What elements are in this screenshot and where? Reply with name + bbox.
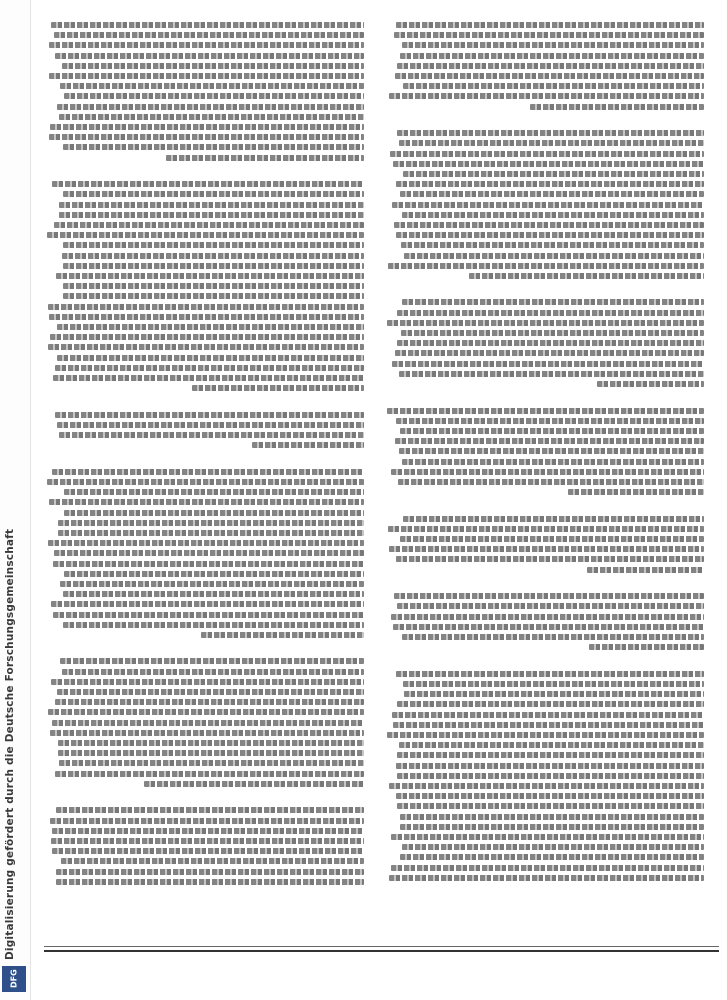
text-line (57, 324, 364, 330)
text-line (391, 614, 704, 620)
text-line (51, 601, 364, 607)
text-line (63, 622, 364, 628)
text-line (397, 130, 704, 136)
text-line (397, 63, 704, 69)
text-line (63, 591, 364, 597)
header-rule-thick (44, 950, 719, 952)
text-line (60, 658, 364, 664)
text-line (58, 530, 364, 536)
text-line (63, 263, 364, 269)
text-line (397, 310, 704, 316)
text-line (387, 408, 704, 414)
text-line (63, 191, 364, 197)
text-line (60, 581, 364, 587)
text-line (391, 469, 704, 475)
text-line (58, 520, 364, 526)
text-line (397, 701, 704, 707)
text-line (49, 73, 364, 79)
text-line (395, 350, 704, 356)
text-line (55, 771, 364, 777)
text-line (403, 171, 704, 177)
text-line (64, 93, 364, 99)
text-line (49, 314, 364, 320)
text-line (50, 730, 364, 736)
text-line (401, 242, 704, 248)
text-line (395, 73, 704, 79)
text-line (390, 151, 704, 157)
text-line (60, 83, 364, 89)
dfg-logo: DFG (2, 966, 26, 992)
text-line (469, 273, 704, 279)
text-line (400, 536, 704, 542)
text-line (59, 212, 364, 218)
text-line (397, 752, 704, 758)
text-line (389, 875, 704, 881)
text-line (53, 612, 364, 618)
text-line (397, 603, 704, 609)
text-line (393, 161, 704, 167)
text-line (391, 865, 704, 871)
text-line (402, 212, 704, 218)
text-line (52, 828, 364, 834)
text-line (53, 375, 364, 381)
text-line (59, 432, 364, 438)
text-line (400, 824, 704, 830)
text-line (403, 516, 704, 522)
text-line (63, 283, 364, 289)
text-line (166, 155, 364, 161)
text-line (396, 763, 704, 769)
text-line (387, 732, 704, 738)
text-line (393, 722, 704, 728)
digitization-margin (0, 0, 31, 1000)
text-line (55, 699, 364, 705)
text-line (51, 22, 364, 28)
text-line (64, 510, 364, 516)
text-line (49, 499, 364, 505)
text-line (64, 571, 364, 577)
text-line (400, 191, 704, 197)
text-line (530, 104, 704, 110)
text-line (391, 834, 704, 840)
text-line (56, 807, 364, 813)
text-line (57, 355, 364, 361)
text-line (48, 344, 364, 350)
text-line (49, 42, 364, 48)
text-line (51, 838, 364, 844)
text-line (57, 104, 364, 110)
text-line (399, 140, 704, 146)
text-line (59, 114, 364, 120)
text-line (402, 634, 704, 640)
text-line (192, 385, 364, 391)
text-line (387, 320, 704, 326)
text-line (400, 428, 704, 434)
text-line (54, 550, 364, 556)
scanned-page (44, 0, 719, 1000)
text-line (52, 181, 364, 187)
text-line (394, 222, 704, 228)
text-line (62, 63, 364, 69)
text-line (49, 134, 364, 140)
text-line (52, 848, 364, 854)
text-line (54, 32, 364, 38)
text-line (50, 818, 364, 824)
text-line (50, 124, 364, 130)
text-line (56, 879, 364, 885)
text-line (402, 299, 704, 305)
text-line (252, 442, 364, 448)
text-line (52, 720, 364, 726)
text-line (56, 869, 364, 875)
text-line (54, 222, 364, 228)
text-line (396, 232, 704, 238)
text-line (388, 263, 704, 269)
text-line (392, 202, 704, 208)
text-line (144, 781, 364, 787)
text-line (396, 418, 704, 424)
text-line (61, 858, 364, 864)
text-line (400, 854, 704, 860)
text-line (397, 773, 704, 779)
text-line (48, 709, 364, 715)
text-line (587, 567, 704, 573)
text-line (597, 381, 704, 387)
text-line (399, 371, 704, 377)
text-line (57, 689, 364, 695)
text-line (396, 556, 704, 562)
text-line (403, 681, 704, 687)
text-line (63, 144, 364, 150)
text-line (55, 53, 364, 59)
text-line (397, 803, 704, 809)
text-line (53, 561, 364, 567)
text-line (63, 242, 364, 248)
text-line (401, 330, 704, 336)
text-line (389, 93, 704, 99)
text-line (388, 526, 704, 532)
text-line (403, 83, 704, 89)
text-line (392, 712, 704, 718)
text-line (396, 793, 704, 799)
text-line (399, 742, 704, 748)
text-line (57, 422, 364, 428)
text-line (396, 22, 704, 28)
text-line (396, 671, 704, 677)
text-line (48, 304, 364, 310)
text-line (389, 783, 704, 789)
text-line (404, 691, 704, 697)
text-line (392, 361, 704, 367)
text-line (394, 593, 704, 599)
text-line (393, 624, 704, 630)
running-head (44, 958, 719, 988)
text-line (55, 365, 364, 371)
text-line (402, 42, 704, 48)
text-line (56, 273, 364, 279)
text-column-left (44, 18, 364, 890)
text-line (396, 181, 704, 187)
text-line (399, 448, 704, 454)
text-column-right (384, 18, 704, 890)
text-line (400, 53, 704, 59)
text-line (63, 293, 364, 299)
text-line (59, 202, 364, 208)
text-line (397, 340, 704, 346)
text-line (568, 489, 704, 495)
text-line (402, 844, 704, 850)
text-line (48, 540, 364, 546)
text-line (589, 644, 704, 650)
text-line (62, 253, 364, 259)
text-line (47, 232, 364, 238)
text-line (404, 253, 704, 259)
text-line (58, 740, 364, 746)
text-line (394, 32, 704, 38)
text-line (47, 479, 364, 485)
text-line (201, 632, 364, 638)
text-line (64, 489, 364, 495)
text-line (400, 814, 704, 820)
text-line (62, 669, 364, 675)
section-heading-row (44, 900, 719, 922)
header-rule-thin (44, 946, 719, 947)
text-line (402, 459, 704, 465)
text-line (52, 469, 364, 475)
text-line (398, 479, 704, 485)
text-line (59, 760, 364, 766)
text-line (395, 438, 704, 444)
text-line (389, 546, 704, 552)
text-line (58, 750, 364, 756)
text-line (50, 334, 364, 340)
digitization-notice: Digitalisierung gefördert durch die Deutsche Forschungsgemeinschaft (4, 528, 16, 960)
text-line (51, 679, 364, 685)
text-line (55, 412, 364, 418)
